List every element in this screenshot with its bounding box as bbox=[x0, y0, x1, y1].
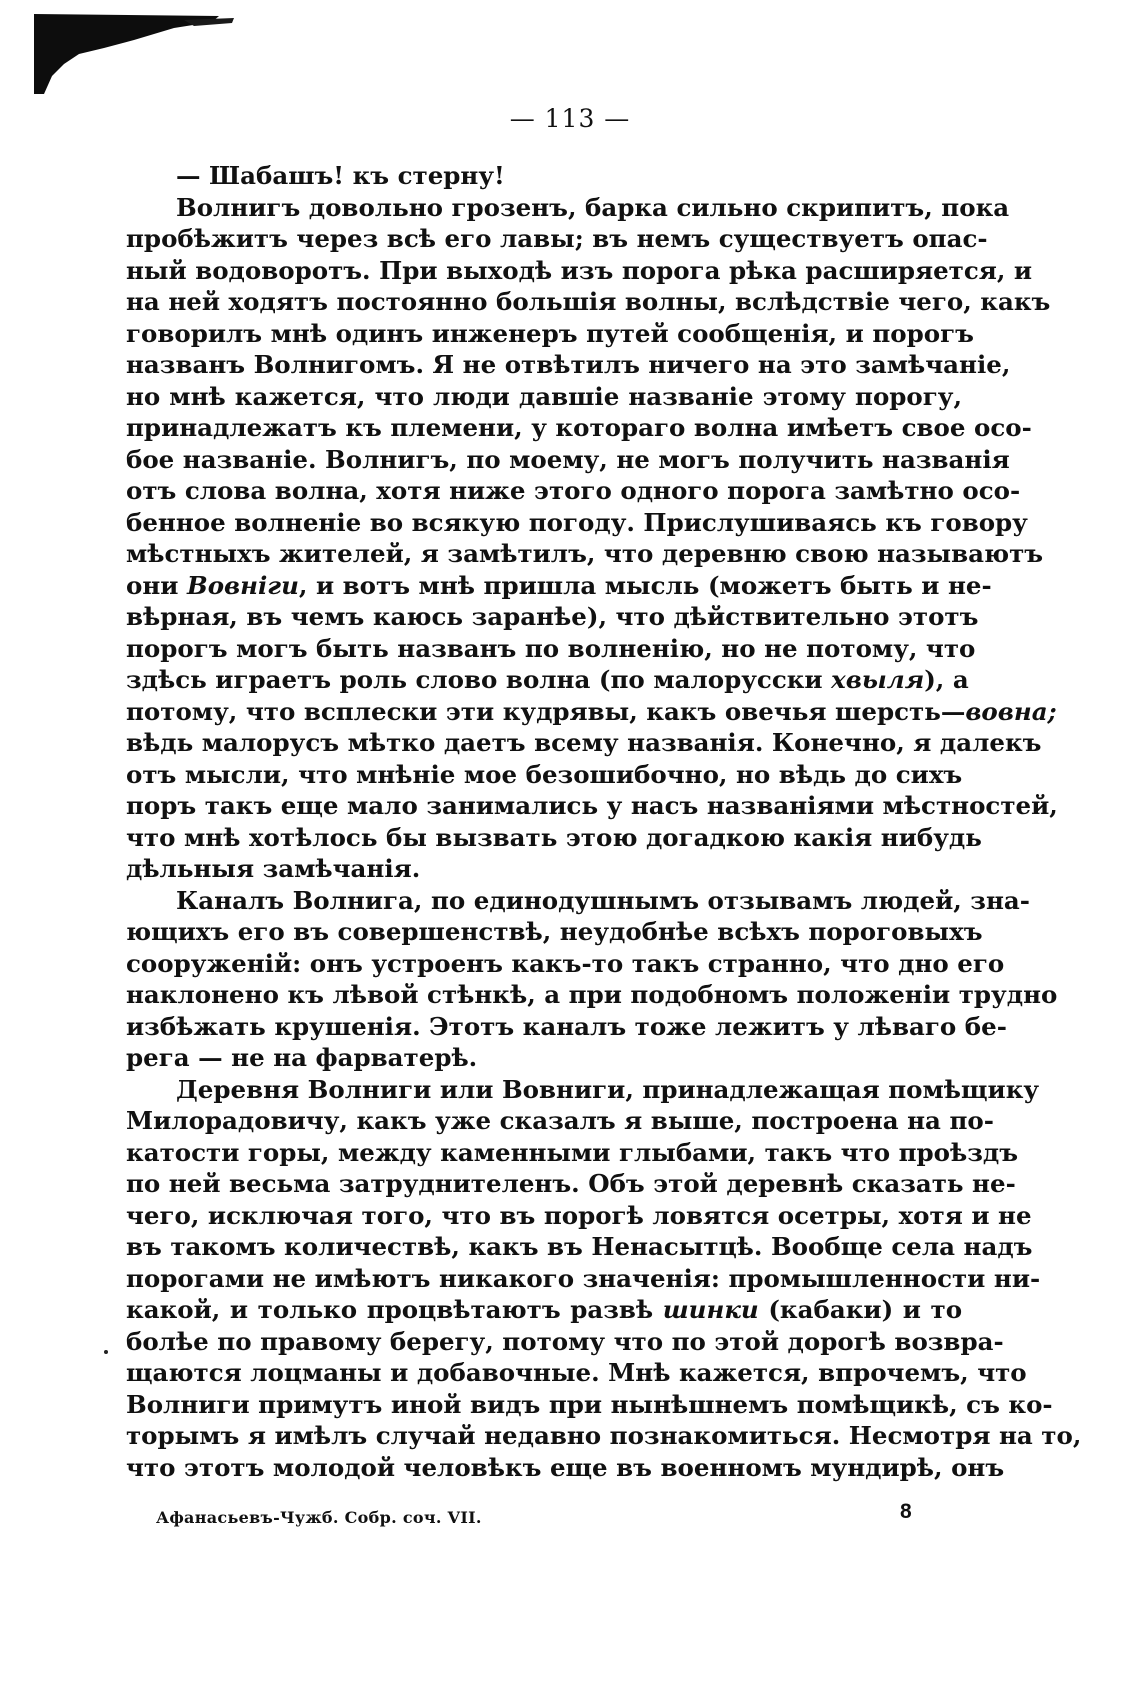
text-line: торымъ я имѣлъ случай недавно познакомиться. Несмотря на то, bbox=[126, 1421, 1082, 1450]
text-line: но мнѣ кажется, что люди давшіе названіе этому порогу, bbox=[126, 381, 962, 411]
text-line: чего, исключая того, что въ порогѣ ловятся осетры, хотя и не bbox=[126, 1200, 1032, 1230]
text-line: болѣе по правому берегу, потому что по этой дорогѣ возвра- bbox=[126, 1326, 1004, 1356]
text-line: мѣстныхъ жителей, я замѣтилъ, что деревню свою называютъ bbox=[126, 539, 1044, 568]
text-line: наклонено къ лѣвой стѣнкѣ, а при подобномъ положеніи трудно bbox=[126, 980, 1058, 1009]
ink-blot-mark bbox=[34, 14, 234, 94]
text-line: по ней весьма затруднителенъ. Объ этой деревнѣ сказать не- bbox=[126, 1169, 1016, 1198]
text-line: названъ Волнигомъ. Я не отвѣтилъ ничего на это замѣчаніе, bbox=[126, 350, 1011, 379]
text-line: вѣдь малорусъ мѣтко даетъ всему названія. Конечно, я далекъ bbox=[126, 728, 1042, 757]
text-line: бенное волненіе во всякую погоду. Прислушиваясь къ говору bbox=[126, 507, 1028, 537]
text-line: на ней ходятъ постоянно большія волны, вслѣдствіе чего, какъ bbox=[126, 287, 1051, 316]
text-line: они Вовнiги, и вотъ мнѣ пришла мысль (можетъ быть и не- bbox=[126, 570, 992, 600]
text-line: ный водоворотъ. При выходѣ изъ порога рѣка расширяется, и bbox=[126, 255, 1033, 285]
text-line: избѣжать крушенія. Этотъ каналъ тоже лежитъ у лѣваго бе- bbox=[126, 1011, 1007, 1041]
text-line: сооруженій: онъ устроенъ какъ-то такъ странно, что дно его bbox=[126, 948, 1005, 978]
body-text bbox=[126, 160, 1082, 1483]
text-line: что мнѣ хотѣлось бы вызвать этою догадкою какія нибудь bbox=[126, 822, 982, 852]
text-line: порогами не имѣютъ никакого значенія: промышленности ни- bbox=[126, 1263, 1041, 1293]
text-line: отъ мысли, что мнѣніе мое безошибочно, но вѣдь до сихъ bbox=[126, 759, 963, 789]
text-line: бое названіе. Волнигъ, по моему, не могъ получить названія bbox=[126, 444, 1010, 474]
text-line: рега — не на фарватерѣ. bbox=[126, 1043, 478, 1072]
text-line: Волниги примутъ иной видъ при нынѣшнемъ помѣщикѣ, съ ко- bbox=[126, 1389, 1053, 1419]
text-line: въ такомъ количествѣ, какъ въ Ненасытцѣ. Вообще села надъ bbox=[126, 1232, 1033, 1261]
text-line: щаются лоцманы и добавочные. Мнѣ кажется, впрочемъ, что bbox=[126, 1358, 1027, 1387]
text-line: говорилъ мнѣ одинъ инженеръ путей сообщенія, и порогъ bbox=[126, 318, 974, 348]
text-line: катости горы, между каменными глыбами, такъ что проѣздъ bbox=[126, 1137, 1019, 1167]
text-line: порогъ могъ быть названъ по волненію, но не потому, что bbox=[126, 633, 976, 663]
text-line: принадлежатъ къ племени, у котораго волна имѣетъ свое осо- bbox=[126, 413, 1032, 442]
text-line: Деревня Волниги или Вовниги, принадлежащая помѣщику bbox=[176, 1074, 1040, 1104]
text-line: ющихъ его въ совершенствѣ, неудобнѣе всѣхъ пороговыхъ bbox=[126, 917, 983, 946]
footer-signature: Афанасьевъ-Чужб. Собр. соч. VII. bbox=[156, 1508, 482, 1527]
text-line: пробѣжитъ через всѣ его лавы; въ немъ существуетъ опас- bbox=[126, 224, 988, 253]
text-line: дѣльныя замѣчанія. bbox=[126, 854, 421, 883]
text-line: отъ слова волна, хотя ниже этого одного порога замѣтно осо- bbox=[126, 476, 1021, 505]
text-line: Милорадовичу, какъ уже сказалъ я выше, построена на по- bbox=[126, 1106, 994, 1135]
text-line: потому, что всплески эти кудрявы, какъ овечья шерсть—вовна; bbox=[126, 696, 1057, 726]
text-line: какой, и только процвѣтаютъ развѣ шинки (кабаки) и то bbox=[126, 1295, 963, 1324]
footer-sheet-number: 8 bbox=[900, 1500, 912, 1523]
page-number: — 113 — bbox=[509, 104, 631, 133]
text-line: Каналъ Волнига, по единодушнымъ отзывамъ людей, зна- bbox=[176, 885, 1030, 915]
text-line: Волнигъ довольно грозенъ, барка сильно скрипитъ, пока bbox=[176, 192, 1010, 222]
text-line: здѣсь играетъ роль слово волна (по малорусски хвыля), а bbox=[126, 665, 969, 694]
margin-dot bbox=[104, 1350, 108, 1354]
text-line: поръ такъ еще мало занимались у насъ названіями мѣстностей, bbox=[126, 791, 1058, 820]
text-line: — Шабашъ! къ стерну! bbox=[176, 161, 505, 190]
text-line: вѣрная, въ чемъ каюсь заранѣе), что дѣйствительно этотъ bbox=[126, 602, 979, 631]
text-line: что этотъ молодой человѣкъ еще въ военномъ мундирѣ, онъ bbox=[126, 1452, 1005, 1482]
